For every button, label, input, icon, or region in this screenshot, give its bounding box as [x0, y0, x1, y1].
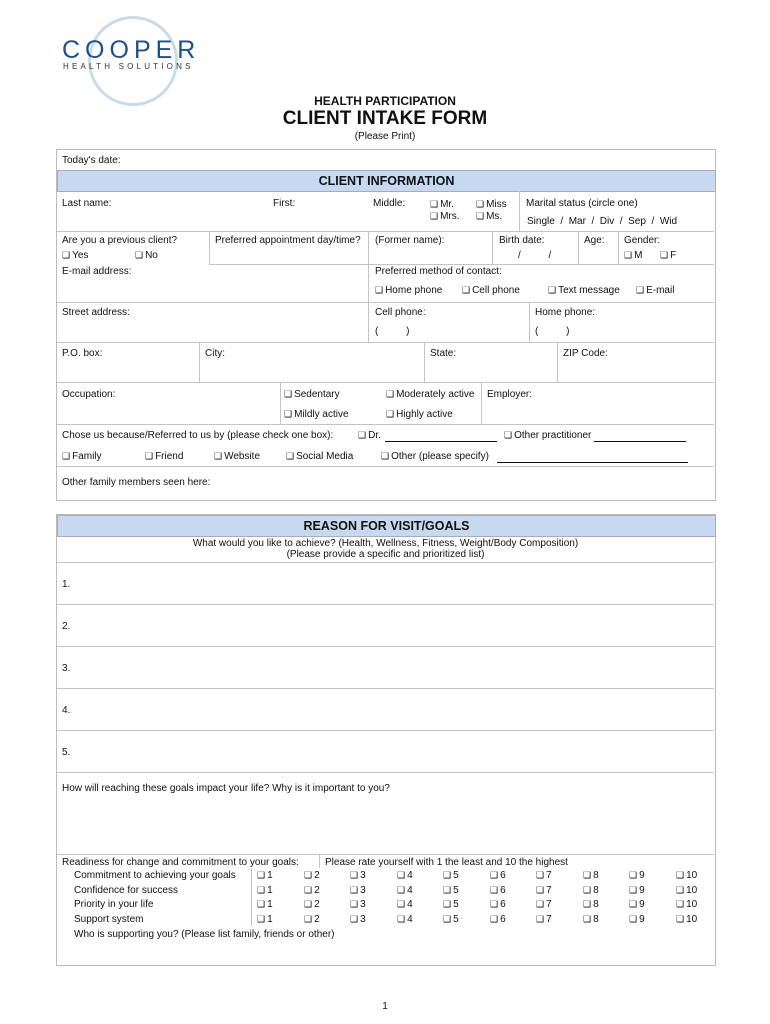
- contact-text-checkbox[interactable]: ❑ Text message: [548, 285, 620, 296]
- preferred-appointment-field[interactable]: Preferred appointment day/time?: [215, 235, 361, 246]
- dr-checkbox[interactable]: ❑ Dr.: [358, 430, 381, 441]
- other-specify-line[interactable]: [497, 462, 688, 463]
- rating-checkbox[interactable]: ❑ 2: [304, 914, 320, 925]
- mr-checkbox[interactable]: ❑ Mr.: [430, 199, 454, 210]
- city-field[interactable]: City:: [205, 348, 225, 359]
- rating-checkbox[interactable]: ❑ 6: [490, 899, 506, 910]
- miss-checkbox[interactable]: ❑ Miss: [476, 199, 507, 210]
- occupation-field[interactable]: Occupation:: [62, 389, 116, 400]
- zip-code-field[interactable]: ZIP Code:: [563, 348, 608, 359]
- divider: [57, 562, 714, 563]
- rating-checkbox[interactable]: ❑ 5: [443, 870, 459, 881]
- rating-row-label: Commitment to achieving your goals: [74, 870, 236, 881]
- rating-checkbox[interactable]: ❑ 3: [350, 870, 366, 881]
- other-specify-checkbox[interactable]: ❑ Other (please specify): [381, 451, 489, 462]
- age-field[interactable]: Age:: [584, 235, 605, 246]
- divider: [492, 231, 493, 264]
- yes-checkbox[interactable]: ❑ Yes: [62, 250, 88, 261]
- goal-line-5[interactable]: 5.: [62, 747, 71, 758]
- rating-checkbox[interactable]: ❑ 6: [490, 885, 506, 896]
- rating-checkbox[interactable]: ❑ 2: [304, 885, 320, 896]
- rating-checkbox[interactable]: ❑ 4: [397, 899, 413, 910]
- first-name-field[interactable]: First:: [273, 198, 296, 209]
- rating-checkbox[interactable]: ❑ 9: [629, 899, 645, 910]
- website-checkbox[interactable]: ❑ Website: [214, 451, 260, 462]
- goals-question: What would you like to achieve? (Health, Wellness, Fitness, Weight/Body Composition): [192, 538, 579, 549]
- rating-checkbox[interactable]: ❑ 4: [397, 885, 413, 896]
- rating-checkbox[interactable]: ❑ 3: [350, 899, 366, 910]
- birth-date-field[interactable]: Birth date:: [499, 235, 545, 246]
- divider: [529, 302, 530, 342]
- state-field[interactable]: State:: [430, 348, 457, 359]
- family-checkbox[interactable]: ❑ Family: [62, 451, 102, 462]
- divider: [199, 342, 200, 382]
- cell-phone-area: ( ): [375, 326, 410, 337]
- male-checkbox[interactable]: ❑ M: [624, 250, 642, 261]
- other-practitioner-checkbox[interactable]: ❑ Other practitioner: [504, 430, 591, 441]
- goal-line-3[interactable]: 3.: [62, 663, 71, 674]
- rating-row-label: Support system: [74, 913, 144, 925]
- client-info-heading: CLIENT INFORMATION: [57, 170, 716, 192]
- divider: [57, 231, 714, 232]
- ms-checkbox[interactable]: ❑ Ms.: [476, 211, 502, 222]
- rating-checkbox[interactable]: ❑ 7: [536, 870, 552, 881]
- divider: [57, 342, 714, 343]
- logo-subtitle: HEALTH SOLUTIONS: [63, 62, 194, 71]
- reason-box: [56, 514, 716, 966]
- preferred-contact-label: Preferred method of contact:: [375, 266, 502, 277]
- contact-cell-phone-checkbox[interactable]: ❑ Cell phone: [462, 285, 520, 296]
- rating-checkbox[interactable]: ❑ 10: [676, 870, 697, 881]
- rating-checkbox[interactable]: ❑ 10: [676, 914, 697, 925]
- rating-checkbox[interactable]: ❑ 7: [536, 914, 552, 925]
- dr-name-line[interactable]: [385, 441, 497, 442]
- divider: [57, 424, 714, 425]
- rating-checkbox[interactable]: ❑ 3: [350, 914, 366, 925]
- home-phone-area: ( ): [535, 326, 570, 337]
- rating-checkbox[interactable]: ❑ 6: [490, 870, 506, 881]
- divider: [519, 191, 520, 231]
- rating-checkbox[interactable]: ❑ 9: [629, 885, 645, 896]
- rating-checkbox[interactable]: ❑ 5: [443, 899, 459, 910]
- rating-checkbox[interactable]: ❑ 2: [304, 899, 320, 910]
- po-box-field[interactable]: P.O. box:: [62, 348, 103, 359]
- reason-heading: REASON FOR VISIT/GOALS: [57, 515, 716, 537]
- divider: [319, 854, 320, 868]
- divider: [280, 382, 281, 424]
- todays-date-field[interactable]: Today's date:: [62, 155, 121, 166]
- divider: [618, 231, 619, 264]
- divider: [57, 646, 714, 647]
- divider: [57, 854, 714, 855]
- rating-checkbox[interactable]: ❑ 1: [257, 885, 273, 896]
- print-note: (Please Print): [354, 131, 416, 142]
- rating-checkbox[interactable]: ❑ 8: [583, 899, 599, 910]
- divider: [578, 231, 579, 264]
- support-question[interactable]: Who is supporting you? (Please list family, friends or other): [74, 929, 335, 940]
- rating-checkbox[interactable]: ❑ 1: [257, 870, 273, 881]
- divider: [368, 302, 369, 342]
- rating-checkbox[interactable]: ❑ 1: [257, 914, 273, 925]
- highly-active-checkbox[interactable]: ❑ Highly active: [386, 409, 453, 420]
- street-address-field[interactable]: Street address:: [62, 307, 130, 318]
- email-address-field[interactable]: E-mail address:: [62, 266, 132, 277]
- rating-checkbox[interactable]: ❑ 10: [676, 899, 697, 910]
- divider: [57, 730, 714, 731]
- goal-line-2[interactable]: 2.: [62, 621, 71, 632]
- divider: [57, 302, 714, 303]
- page-number: 1: [382, 1001, 388, 1012]
- rating-checkbox[interactable]: ❑ 4: [397, 914, 413, 925]
- sedentary-checkbox[interactable]: ❑ Sedentary: [284, 389, 340, 400]
- birth-date-separators: / /: [518, 250, 552, 261]
- rating-checkbox[interactable]: ❑ 9: [629, 870, 645, 881]
- marital-status-options[interactable]: Single / Mar / Div / Sep / Wid: [527, 216, 678, 227]
- divider: [481, 382, 482, 424]
- rating-checkbox[interactable]: ❑ 8: [583, 914, 599, 925]
- rating-checkbox[interactable]: ❑ 8: [583, 870, 599, 881]
- rating-row-label: Confidence for success: [74, 884, 178, 896]
- divider: [424, 342, 425, 382]
- rating-checkbox[interactable]: ❑ 8: [583, 885, 599, 896]
- divider: [209, 264, 714, 265]
- mildly-active-checkbox[interactable]: ❑ Mildly active: [284, 409, 349, 420]
- rating-checkbox[interactable]: ❑ 1: [257, 899, 273, 910]
- middle-name-field[interactable]: Middle:: [373, 198, 406, 209]
- rating-checkbox[interactable]: ❑ 10: [676, 885, 697, 896]
- divider: [368, 264, 369, 302]
- divider: [251, 868, 252, 926]
- cell-phone-field[interactable]: Cell phone:: [375, 307, 426, 318]
- goal-line-4[interactable]: 4.: [62, 705, 71, 716]
- goal-line-1[interactable]: 1.: [62, 579, 71, 590]
- referral-label: Chose us because/Referred to us by (please check one box):: [62, 430, 334, 441]
- divider: [57, 466, 714, 467]
- employer-field[interactable]: Employer:: [487, 389, 533, 400]
- mrs-checkbox[interactable]: ❑ Mrs.: [430, 211, 460, 222]
- contact-email-checkbox[interactable]: ❑ E-mail: [636, 285, 674, 296]
- social-media-checkbox[interactable]: ❑ Social Media: [286, 451, 353, 462]
- contact-home-phone-checkbox[interactable]: ❑ Home phone: [375, 285, 442, 296]
- rating-checkbox[interactable]: ❑ 5: [443, 914, 459, 925]
- divider: [557, 342, 558, 382]
- no-checkbox[interactable]: ❑ No: [135, 250, 158, 261]
- goals-instruction: (Please provide a specific and prioritized list): [286, 549, 485, 560]
- moderately-active-checkbox[interactable]: ❑ Moderately active: [386, 389, 474, 400]
- rating-checkbox[interactable]: ❑ 7: [536, 899, 552, 910]
- rating-checkbox[interactable]: ❑ 3: [350, 885, 366, 896]
- rating-checkbox[interactable]: ❑ 7: [536, 885, 552, 896]
- rating-row-label: Priority in your life: [74, 899, 154, 910]
- divider: [57, 382, 714, 383]
- readiness-label: Readiness for change and commitment to your goals:: [62, 857, 299, 868]
- gender-label: Gender:: [624, 235, 661, 246]
- divider: [57, 604, 714, 605]
- rating-instruction: Please rate yourself with 1 the least and 10 the highest: [325, 857, 568, 868]
- marital-status-label: Marital status (circle one): [526, 198, 638, 209]
- other-practitioner-line[interactable]: [594, 441, 686, 442]
- divider: [57, 772, 714, 773]
- rating-checkbox[interactable]: ❑ 5: [443, 885, 459, 896]
- divider: [209, 231, 210, 264]
- divider: [368, 231, 369, 264]
- home-phone-field[interactable]: Home phone:: [535, 307, 596, 318]
- rating-checkbox[interactable]: ❑ 2: [304, 870, 320, 881]
- form-supertitle: HEALTH PARTICIPATION: [314, 94, 456, 108]
- other-family-members-field[interactable]: Other family members seen here:: [62, 477, 211, 488]
- logo-name: COOPER: [62, 36, 201, 64]
- last-name-field[interactable]: Last name:: [62, 198, 112, 209]
- form-title: CLIENT INTAKE FORM: [282, 108, 488, 129]
- rating-checkbox[interactable]: ❑ 6: [490, 914, 506, 925]
- friend-checkbox[interactable]: ❑ Friend: [145, 451, 183, 462]
- previous-client-label: Are you a previous client?: [62, 235, 178, 246]
- rating-checkbox[interactable]: ❑ 4: [397, 870, 413, 881]
- goals-impact-field[interactable]: How will reaching these goals impact your life? Why is it important to you?: [62, 783, 390, 794]
- divider: [57, 688, 714, 689]
- rating-checkbox[interactable]: ❑ 9: [629, 914, 645, 925]
- female-checkbox[interactable]: ❑ F: [660, 250, 676, 261]
- former-name-field[interactable]: (Former name):: [375, 235, 445, 246]
